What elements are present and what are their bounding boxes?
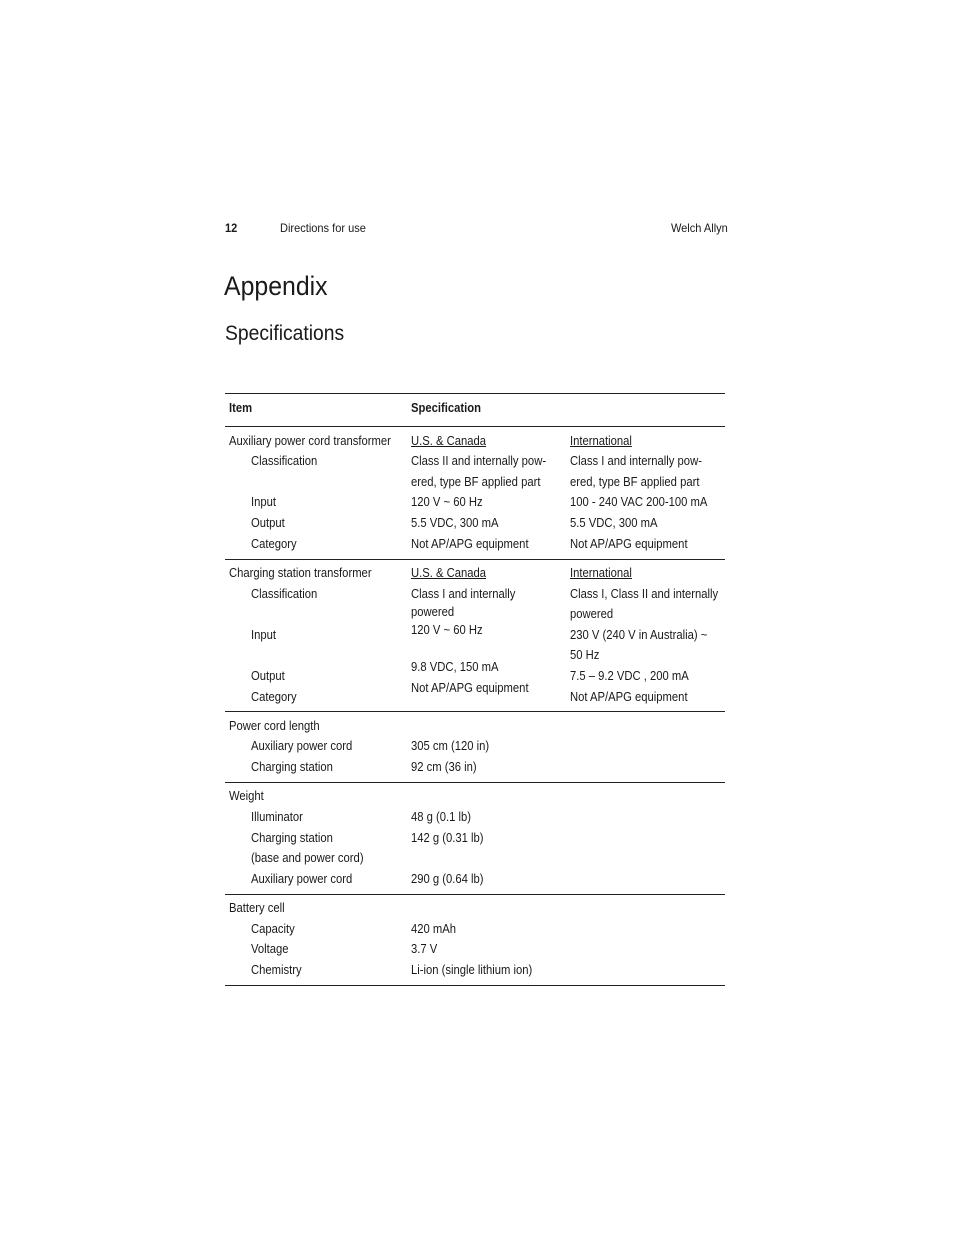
table-bottom-rule: [225, 985, 725, 986]
col-header-spec: Specification: [411, 401, 482, 415]
sub-label-classification: Classification: [251, 587, 318, 601]
value-intl: Not AP/APG equipment: [570, 690, 688, 704]
value-us: 120 V ~ 60 Hz: [411, 495, 483, 509]
sub-label: Charging station: [251, 760, 333, 774]
sub-label-output: Output: [251, 669, 285, 683]
value-us: Class II and internally pow-: [411, 454, 547, 468]
row-label: Power cord length: [229, 719, 320, 733]
page-number: 12: [225, 221, 238, 235]
company-name: Welch Allyn: [671, 221, 728, 235]
sub-label: Voltage: [251, 942, 289, 956]
value-intl: powered: [570, 607, 614, 621]
value-intl: 5.5 VDC, 300 mA: [570, 516, 658, 530]
sub-label: Charging station: [251, 831, 333, 845]
value-intl: ered, type BF applied part: [570, 475, 700, 489]
value: 305 cm (120 in): [411, 739, 490, 753]
value-intl: 7.5 – 9.2 VDC , 200 mA: [570, 669, 689, 683]
sub-label: Illuminator: [251, 810, 303, 824]
row-label: Charging station transformer: [229, 566, 372, 580]
value-intl: Class I, Class II and internally: [570, 587, 719, 601]
value: 3.7 V: [411, 942, 438, 956]
table-top-rule: [225, 393, 725, 394]
section-title: Specifications: [225, 322, 345, 345]
sub-label: Auxiliary power cord: [251, 872, 353, 886]
sub-label-output: Output: [251, 516, 285, 530]
row-divider: [225, 711, 725, 712]
value-us: Not AP/APG equipment: [411, 537, 529, 551]
sub-label-input: Input: [251, 628, 277, 642]
value: Li-ion (single lithium ion): [411, 963, 533, 977]
value-us: Not AP/APG equipment: [411, 681, 529, 695]
value-us: 9.8 VDC, 150 mA: [411, 660, 499, 674]
sub-label-category: Category: [251, 537, 297, 551]
sub-label: Auxiliary power cord: [251, 739, 353, 753]
sub-label-input: Input: [251, 495, 277, 509]
international-heading: International: [570, 434, 632, 448]
value-intl: 230 V (240 V in Australia) ~: [570, 628, 708, 642]
value: 290 g (0.64 lb): [411, 872, 484, 886]
sub-label-category: Category: [251, 690, 297, 704]
value: 142 g (0.31 lb): [411, 831, 484, 845]
value-intl: Class I and internally pow-: [570, 454, 702, 468]
value-us: Class I and internally: [411, 587, 516, 601]
us-canada-heading: U.S. & Canada: [411, 434, 487, 448]
value-us: 120 V ~ 60 Hz: [411, 623, 483, 637]
row-divider: [225, 782, 725, 783]
row-divider: [225, 894, 725, 895]
value-intl: Not AP/APG equipment: [570, 537, 688, 551]
value-us: 5.5 VDC, 300 mA: [411, 516, 499, 530]
value-us: powered: [411, 605, 455, 619]
header-rule: [225, 426, 725, 427]
value-intl: 50 Hz: [570, 648, 600, 662]
page-title: Appendix: [224, 271, 328, 301]
row-label: Battery cell: [229, 901, 285, 915]
value: 92 cm (36 in): [411, 760, 477, 774]
value: 48 g (0.1 lb): [411, 810, 472, 824]
sub-label-classification: Classification: [251, 454, 318, 468]
row-divider: [225, 559, 725, 560]
col-header-item: Item: [229, 401, 253, 415]
us-canada-heading: U.S. & Canada: [411, 566, 487, 580]
row-label: Auxiliary power cord transformer: [229, 434, 391, 448]
value-intl: 100 - 240 VAC 200-100 mA: [570, 495, 708, 509]
row-label: Weight: [229, 789, 264, 803]
sub-label: Capacity: [251, 922, 295, 936]
doc-title: Directions for use: [280, 221, 366, 235]
value-us: ered, type BF applied part: [411, 475, 541, 489]
sub-label: (base and power cord): [251, 851, 364, 865]
sub-label: Chemistry: [251, 963, 302, 977]
value: 420 mAh: [411, 922, 457, 936]
international-heading: International: [570, 566, 632, 580]
